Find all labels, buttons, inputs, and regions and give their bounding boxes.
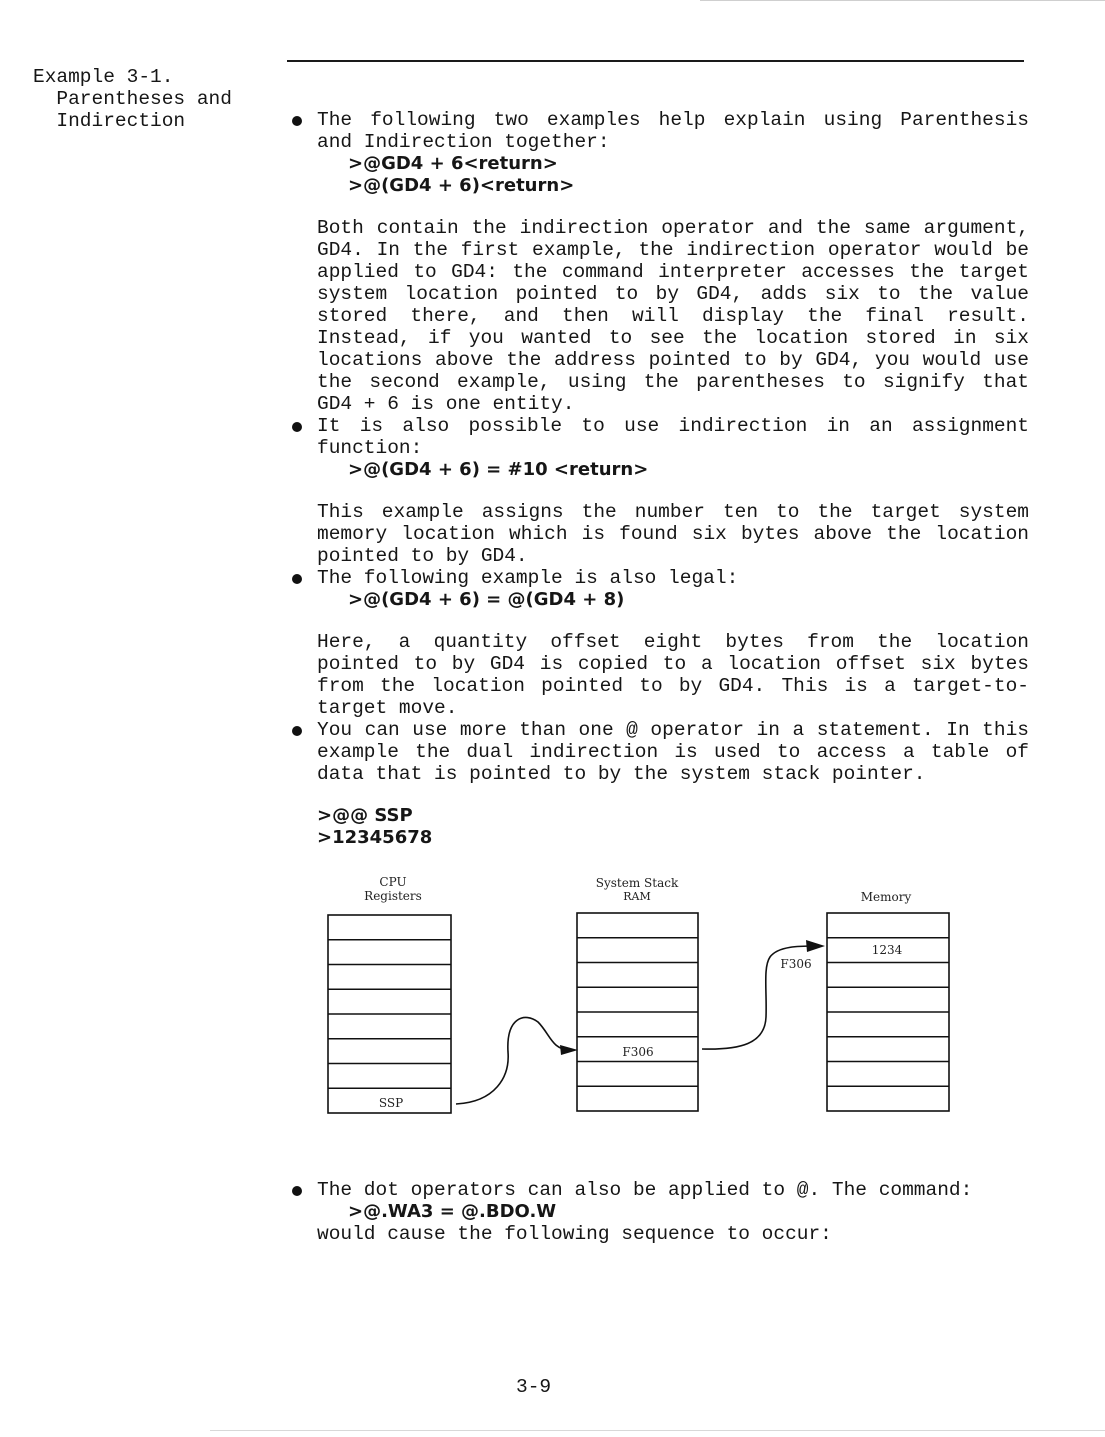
bullet-icon [292,116,302,126]
ssp-to-stack-arrow [456,1017,570,1104]
memory-cell-value: 1234 [871,943,903,957]
bullet-item-dual-indirection [317,719,1029,849]
bullet-text: It is also possible to use indirection in an assignment function: [317,415,1029,459]
caption-line-2: Parentheses and [33,88,232,110]
example-caption [33,66,232,132]
bullet-item-dot-operators [317,1179,1029,1245]
command-output: >12345678 [317,827,433,848]
command-example: >@.WA3 = @.BDO.W [348,1201,557,1222]
bullet-item-parentheses [317,109,1029,415]
explanation-paragraph: This example assigns the number ten to the target system memory location which is found six bytes above the location pointed to by GD4. [317,501,1029,567]
command-example: >@@ SSP [317,805,413,826]
command-example: >@(GD4 + 6) = @(GD4 + 8) [348,589,625,610]
stack-cell-value: F306 [622,1045,654,1059]
arrowhead-icon [806,940,825,952]
command-example: >@(GD4 + 6)<return> [348,175,575,196]
memory-label: Memory [860,890,912,904]
page-number: 3-9 [516,1376,552,1398]
indirection-diagram [320,872,960,1122]
cpu-label: CPU [379,875,407,889]
bullet-icon [292,422,302,432]
explanation-paragraph: Both contain the indirection operator and the same argument, GD4. In the first example, the indirection operator would be applied to GD4: the command interpreter accesses the target system location pointed to by GD4, adds six to the value stored there, and then will display the final result. Instead, if you wanted to see the location stored in six locations above the address pointed to by GD4, you would use the second example, using the parentheses to signify that GD4 + 6 is one entity. [317,217,1029,415]
command-example: >@(GD4 + 6) = #10 <return> [348,459,649,480]
bullet-item-assignment [317,415,1029,567]
bullet-continuation: would cause the following sequence to occur: [317,1223,832,1245]
cpu-label: Registers [364,889,422,903]
bullet-text: The following example is also legal: [317,567,739,589]
bullet-text: You can use more than one @ operator in a statement. In this example the dual indirection is used to access a table of data that is pointed to by the system stack pointer. [317,719,1029,785]
bullet-item-legal [317,567,1029,719]
explanation-paragraph: Here, a quantity offset eight bytes from the location pointed to by GD4 is copied to a location offset six bytes from the location pointed to by GD4. This is a target-to-target move. [317,631,1029,719]
bullet-text: The following two examples help explain using Parenthesis and Indirection together: [317,109,1029,153]
scan-edge-bottom [210,1430,1105,1431]
arrowhead-icon [560,1045,578,1055]
bullet-icon [292,1186,302,1196]
bullet-icon [292,574,302,584]
system-stack-box [577,913,698,1111]
cpu-registers-box [328,915,451,1113]
pointer-value: F306 [780,957,812,971]
ssp-register: SSP [378,1096,404,1110]
stack-label: System Stack [595,876,679,890]
stack-label: RAM [623,890,651,903]
scan-edge-top [700,0,1105,1]
caption-line-3: Indirection [33,110,186,132]
caption-line-1: Example 3-1. [33,66,174,88]
bullet-text: The dot operators can also be applied to @. The command: [317,1179,973,1201]
bullet-icon [292,726,302,736]
command-example: >@GD4 + 6<return> [348,153,558,174]
section-rule [287,60,1024,62]
